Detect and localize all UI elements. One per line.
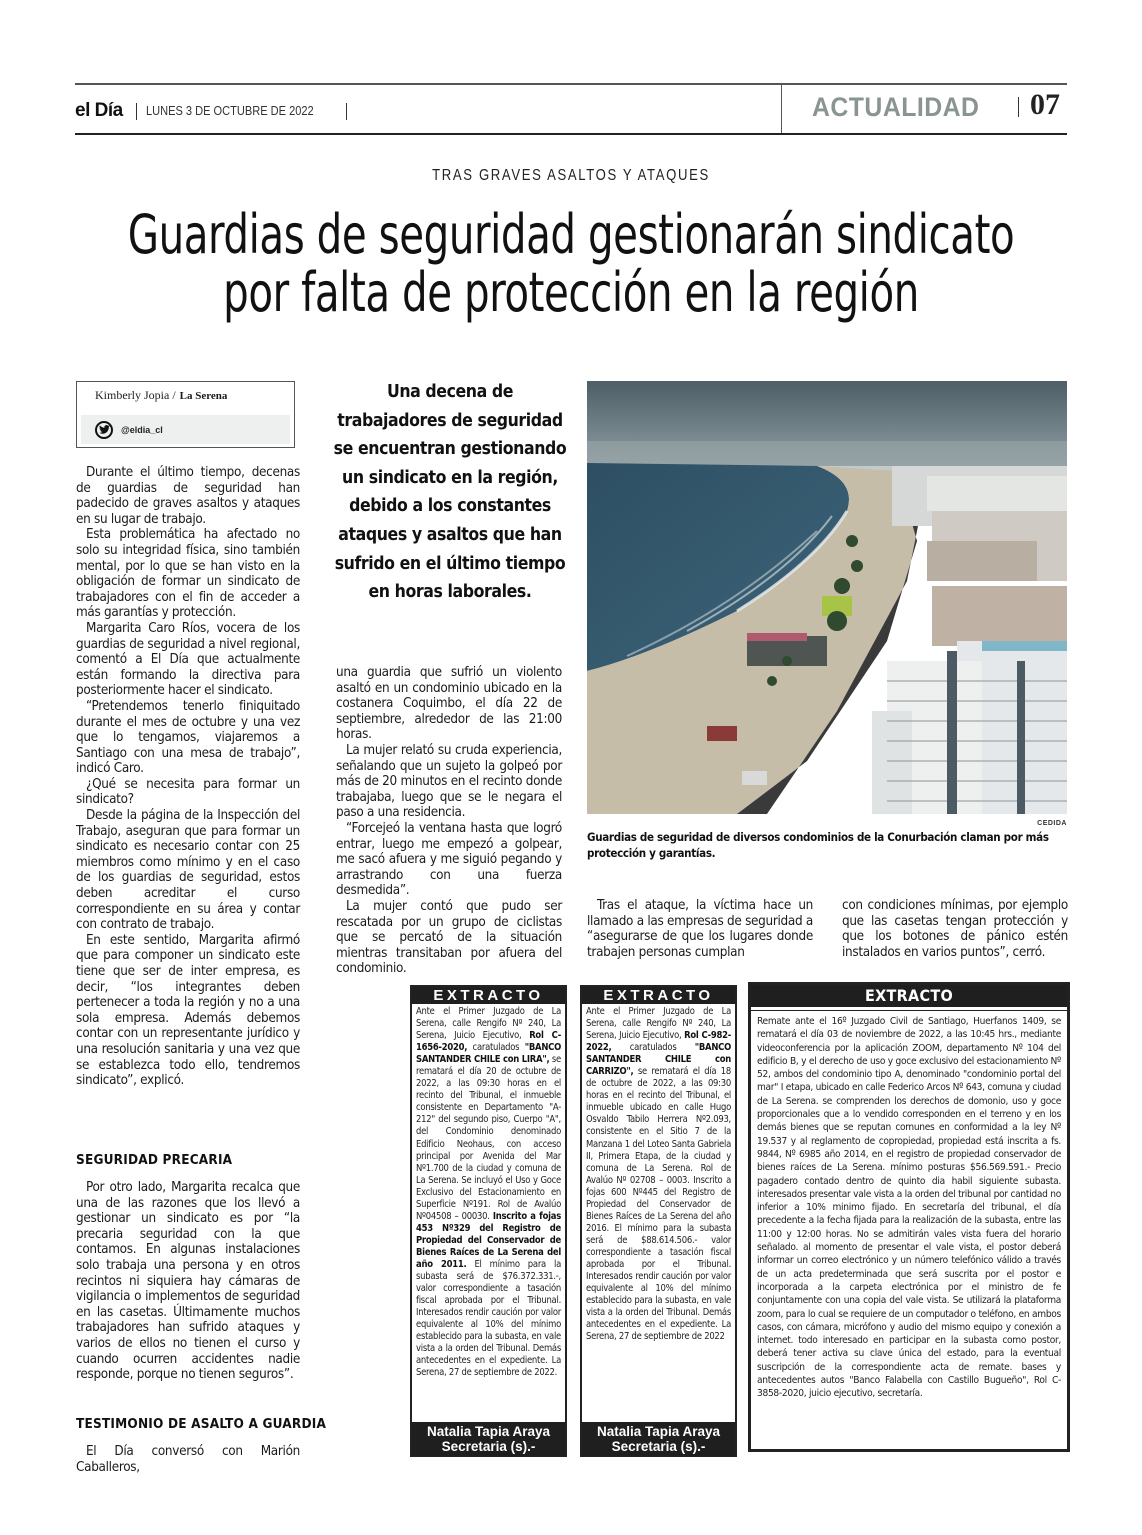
twitter-handle[interactable]: @eldia_cl	[121, 424, 163, 435]
paragraph: Esta problemática ha afectado no solo su integridad física, sino también mental, por lo que se han visto en la obligación de formar un sindicato de trabajadores con el fin de acceder a más garantías y protección.	[76, 527, 300, 621]
photo-credit: CEDIDA	[1037, 820, 1067, 827]
notice-bold-text: Rol C-982-2022,	[586, 1030, 731, 1054]
headline-line-2: por falta de protección en la región	[223, 261, 919, 324]
paragraph: ¿Qué se necesita para formar un sindicato?	[76, 776, 300, 808]
notice-text: Ante el Primer Juzgado de La Serena, calle Rengifo Nº 240, La Serena, Juicio Ejecutivo,	[416, 1006, 561, 1042]
divider	[136, 103, 137, 120]
subhead-seguridad-precaria: SEGURIDAD PRECARIA	[76, 1152, 233, 1168]
legal-notice-2	[580, 985, 737, 1457]
notice-text: El mínimo para la subasta será de $76.372.331.-, valor correspondiente a tasación fiscal aprobada por el Tribunal. Interesados rendir caución por valor equivalente al 10% del mínimo establecido para la subasta, en vale vista a la orden del Tribunal. Demás antecedentes en el expediente. La Serena, 27 de septiembre de 2022.	[416, 1258, 561, 1379]
notice-body	[582, 1004, 735, 1422]
legal-notice-3	[748, 982, 1070, 1452]
byline	[77, 382, 294, 415]
divider	[346, 103, 347, 120]
divider	[1018, 97, 1019, 117]
paragraph: En este sentido, Margarita afirmó que para componer un sindicato este tiene que ser de inter empresa, es decir, “los integrantes deben pertenecer a toda la región y no a una sola empresa. Además debemos contar con un representante jurídico y una resolución sanitaria y una vez que se establezca todo ello, tendremos sindicato”, explicó.	[76, 932, 300, 1089]
headline	[0, 203, 1142, 324]
notice-bold-text: Rol C-1656-2020,	[416, 1030, 561, 1054]
photo-caption: Guardias de seguridad de diversos condominios de la Conurbación claman por más protección y garantías.	[587, 830, 1049, 860]
paragraph: La mujer relató su cruda experiencia, señalando que un sujeto la golpeó por más de 20 minutos en el recinto donde trabajaba, luego que se le negara el paso a una residencia.	[336, 742, 562, 821]
article-kicker: TRAS GRAVES ASALTOS Y ATAQUES	[432, 167, 710, 184]
issue-date: LUNES 3 DE OCTUBRE DE 2022	[146, 103, 314, 118]
article-column-3	[587, 898, 813, 960]
notice-title: EXTRACTO	[582, 987, 735, 1004]
twitter-row	[81, 415, 290, 444]
kicker-container	[0, 167, 1142, 185]
headline-line-1: Guardias de seguridad gestionarán sindicato	[127, 203, 1015, 266]
notice-bold-text: "BANCO SANTANDER CHILE con LIRA",	[416, 1042, 561, 1066]
signature-name: Natalia Tapia Araya	[426, 1424, 551, 1439]
signature-title: Secretaria (s).-	[611, 1439, 706, 1454]
legal-notice-1	[410, 985, 567, 1457]
byline-box	[76, 381, 295, 448]
article-column-1b	[76, 1180, 300, 1383]
signature-name: Natalia Tapia Araya	[596, 1424, 721, 1439]
paragraph: Margarita Caro Ríos, vocera de los guardias de seguridad a nivel regional, comentó a El Día que actualmente están formando la directiva para posteriormente hacer el sindicato.	[76, 620, 300, 699]
notice-bold-text: Inscrito a fojas 453 Nº329 del Registro de Propiedad del Conservador de Bienes Raíces de La Serena del año 2011.	[416, 1210, 561, 1270]
author-city: La Serena	[179, 390, 228, 402]
paragraph: “Forcejeó la ventana hasta que logró entrar, luego me empezó a golpear, me sacó afuera y me siguió pegando y arrastrando con una fuerza desmedida”.	[336, 820, 562, 899]
pull-quote: Una decena de trabajadores de seguridad se encuentran gestionando un sindicato en la región, debido a los constantes ataques y asaltos que han sufrido en el último tiempo en horas laborales.	[333, 382, 567, 603]
article-column-1c	[76, 1444, 300, 1475]
notice-signature	[412, 1422, 565, 1456]
paragraph: El Día conversó con Marión Caballeros,	[76, 1444, 300, 1475]
paragraph: Durante el último tiempo, decenas de guardias de seguridad han padecido de graves asaltos y ataques en su lugar de trabajo.	[76, 465, 300, 527]
paragraph: una guardia que sufrió un violento asaltó en un condominio ubicado en la costanera Coquimbo, el día 22 de septiembre, alrededor de las 21:00 horas.	[336, 665, 562, 743]
notice-body	[751, 1010, 1067, 1401]
article-photo	[587, 381, 1067, 814]
author-name: Kimberly Jopia /	[95, 388, 176, 402]
notice-title: EXTRACTO	[412, 987, 565, 1004]
signature-title: Secretaria (s).-	[441, 1439, 536, 1454]
notice-text: caratulados	[611, 1042, 695, 1054]
article-column-1	[76, 465, 300, 1089]
newspaper-logo: el Día	[75, 100, 123, 121]
notice-text: Ante el Primer Juzgado de La Serena, calle Rengifo Nº 240, La Serena, Juicio Ejecutivo,	[586, 1006, 731, 1042]
page-number: 07	[1030, 88, 1060, 121]
paragraph: Por otro lado, Margarita recalca que una de las razones que los llevó a gestionar un sindicato es por “la precaria seguridad con la que contamos. En algunas instalaciones solo trabaja una persona y en otros recintos ni siquiera hay cámaras de vigilancia o implementos de seguridad en las casetas. Últimamente muchos trabajadores han sufrido ataques y varios de ellos no tienen el curso y cuando ocurren accidentes nadie responde, porque no tienen seguros”.	[76, 1180, 300, 1383]
notice-text: se rematará el día 18 de octubre de 2022, a las 09:30 horas en el recinto del Tribunal, el inmueble ubicado en calle Hugo Osvaldo Tabilo Herrera Nº2.093, consistente en el Sitio 7 de la Manzana 1 del Loteo Santa Gabriela II, Primera Etapa, de la ciudad y comuna de La Serena. Rol de Avalúo Nº 02708 – 0003. Inscrito a fojas 600 Nº445 del Registro de Propiedad del Conservador de Bienes Raíces de La Serena del año 2016. El mínimo para la subasta será de $88.614.506.- valor correspondiente a tasación fiscal aprobada por el Tribunal. Interesados rendir caución por valor equivalente al 10% del mínimo establecido para la subasta, en vale vista a la orden del Tribunal. Demás antecedentes en el expediente. La Serena, 27 de septiembre de 2022	[586, 1066, 731, 1343]
section-label: ACTUALIDAD	[812, 92, 980, 122]
beach-aerial-image	[587, 381, 1067, 814]
article-column-2	[336, 665, 562, 977]
notice-bold-text: "BANCO SANTANDER CHILE con CARRIZO",	[586, 1042, 731, 1078]
paragraph: La mujer contó que pudo ser rescatada por un grupo de ciclistas que se percató de la situación mientras transitaban por afuera del condominio.	[336, 898, 562, 977]
notice-text: caratulados	[467, 1042, 525, 1054]
notice-title: EXTRACTO	[751, 985, 1067, 1007]
paragraph: con condiciones mínimas, por ejemplo que las casetas tengan protección y que los botones de pánico estén instalados en varios puntos”, cerró.	[842, 898, 1068, 960]
subhead-testimonio: TESTIMONIO DE ASALTO A GUARDIA	[76, 1416, 327, 1432]
paragraph: “Pretendemos tenerlo finiquitado durante el mes de octubre y una vez que lo tengamos, viajaremos a Santiago con una mesa de trabajo”, indicó Caro.	[76, 698, 300, 777]
paragraph: Desde la página de la Inspección del Trabajo, aseguran que para formar un sindicato es necesario contar con 25 miembros como mínimo y en el caso de los guardias de seguridad, estos deben acreditar el curso correspondiente en su área y contar con contrato de trabajo.	[76, 808, 300, 933]
article-column-4	[842, 898, 1068, 960]
notice-body	[412, 1004, 565, 1422]
notice-signature	[582, 1422, 735, 1456]
notice-text: Remate ante el 16º Juzgado Civil de Santiago, Huerfanos 1409, se rematará el día 03 de noviembre de 2022, a las 10:45 hrs., mediante videoconferencia por la aplicación ZOOM, departamento Nº 104 del edificio B, y el derecho de uso y goce exclusivo del estacionamiento Nº 52, ambos del condominio tipo A, denominado "condominio portal del mar" I etapa, ubicado en calle Federico Arcos Nº 643, comuna y ciudad de La Serena. se comprenden los derechos de domonio, uso y goce proporcionales que a lo vendido corresponden en el terreno y en los demás bienes que se reputan comunes en conformidad a la ley Nº 19.537 y al reglamento de copropiedad, propiedad está inscrita a fs. 9844, Nº 6985 año 2014, en el registro de propiedad conservador de bienes raíces de La Serena. mínimo posturas $56.569.591.- Precio pagadero contado dentro de quinto dia habil siguiente subasta. interesados presentar vale vista a la orden del tribunal por cantidad no inferior a 10% minimo fijado. En secretaría del tribunal, el día precedente a la fecha fijada para la realización de la subasta, entre las 11:00 y 12:00 horas. No se admitirán vales vista fuera del horario señalado. al momento de presentar el vale vista, el postor deberá informar un correo electrónico y un número telefónico válido a través de un acta predeterminada que será suscrita por el postor e incorporada a la carpeta electrónica por el ministro de fe conjuntamente con una copia del vale vista. Se utilizará la plataforma zoom, para lo cual se requiere de un computador o teléfono, en ambos casos, con cámara, micrófono y audio del mismo equipo y conexión a internet. todo interesado en participar en la subasta como postor, deberá tener activa su clave única del estado, para la eventual suscripción de la correspondiente acta de remate. bases y antecedentes autos "Banco Falabella con Castillo Bugueño", Rol C-3858-2020, juicio ejecutivo, secretaría.	[757, 1016, 1061, 1400]
twitter-icon	[95, 421, 113, 439]
paragraph: Tras el ataque, la víctima hace un llamado a las empresas de seguridad a “asegurarse de que los lugares donde trabajen personas cumplan	[587, 898, 813, 960]
notice-text: se rematará el día 20 de octubre de 2022, a las 09:30 horas en el recinto del Tribunal, el inmueble consistente en Departamento "A-212" del segundo piso, Cuerpo "A", del Condominio denominado Edificio Neohaus, con acceso principal por Avenida del Mar Nº1.700 de la ciudad y comuna de La Serena. Se incluyó el Uso y Goce Exclusivo del Estacionamiento en Superficie Nº191. Rol de Avalúo Nº04508 – 00030.	[416, 1054, 561, 1222]
